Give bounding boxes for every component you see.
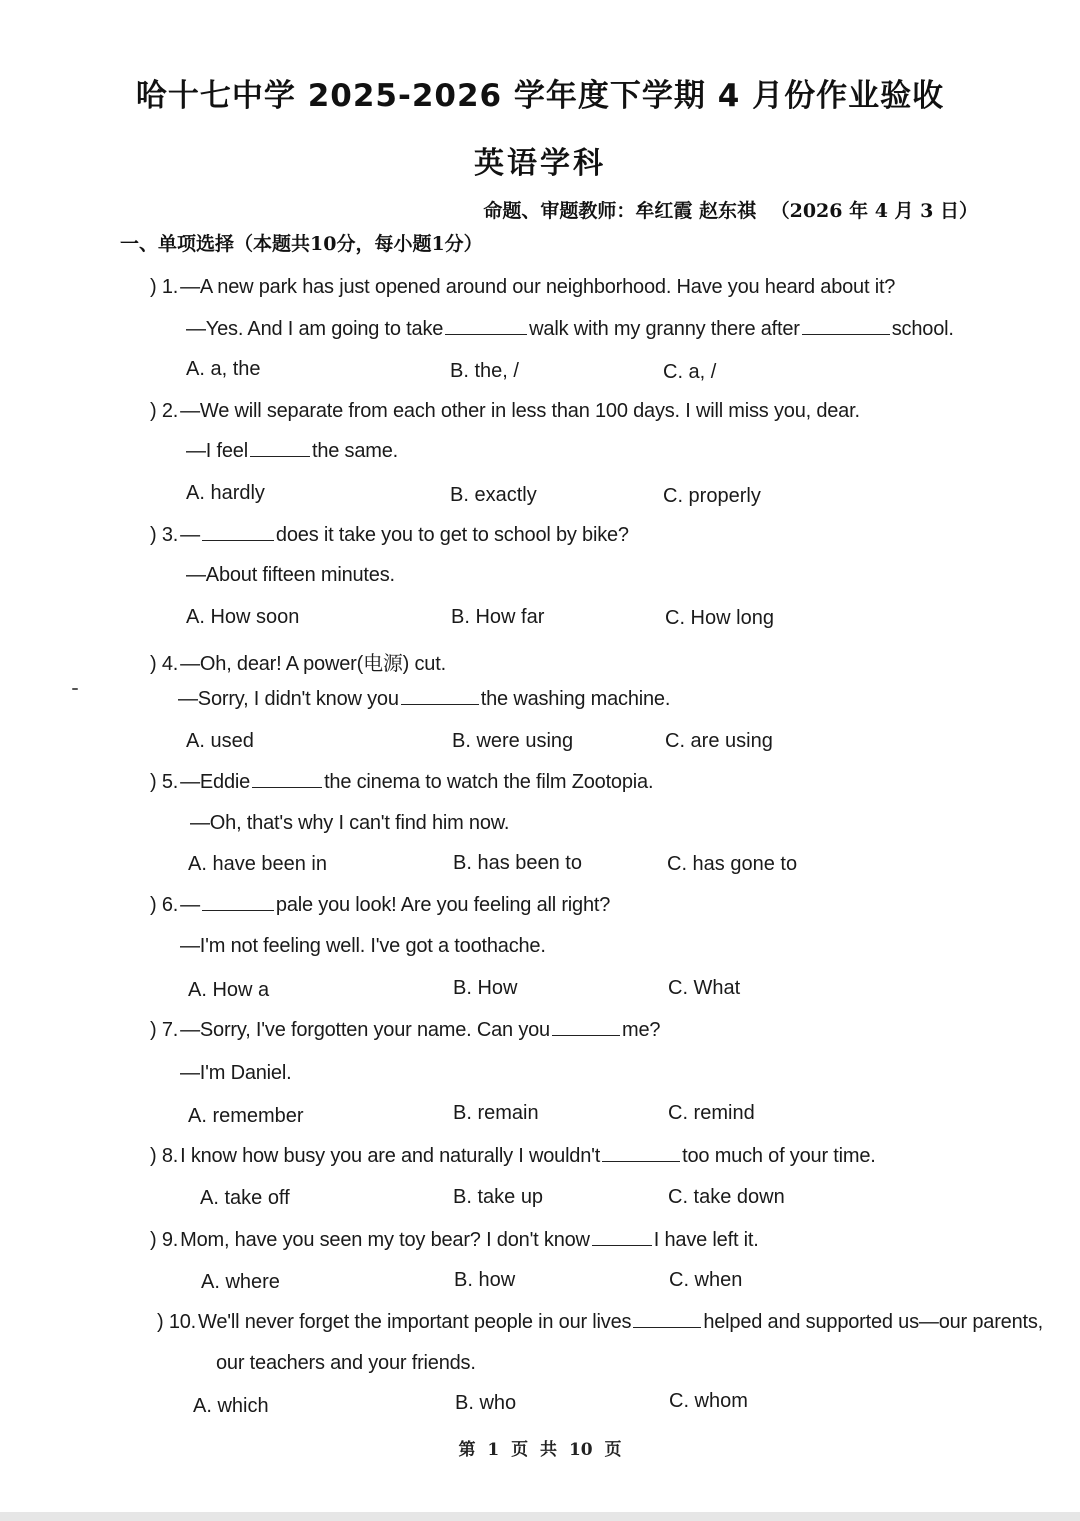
question-4-line2: —Sorry, I didn't know you the washing machine.: [178, 688, 671, 710]
authors-label: 命题、审题教师：牟红霞 赵东祺: [483, 200, 756, 222]
question-8-line1: ) 8. I know how busy you are and naturally I wouldn't too much of your time.: [150, 1145, 876, 1167]
question-7-line2: —I'm Daniel.: [180, 1062, 292, 1084]
question-7-line1: ) 7. —Sorry, I've forgotten your name. Can you me?: [150, 1019, 661, 1041]
question-3-option-a: A. How soon: [186, 606, 300, 628]
question-4-line1: ) 4. —Oh, dear! A power(电源) cut.: [150, 653, 446, 675]
question-6-option-b: B. How: [453, 977, 518, 999]
question-3-line1: ) 3. — does it take you to get to school by bike?: [150, 524, 629, 546]
exam-date: （2026 年 4 月 3 日）: [770, 200, 978, 222]
page-number: 第 1 页 共 10 页: [458, 1440, 622, 1460]
question-1-line1: ) 1. —A new park has just opened around our neighborhood. Have you heard about it?: [150, 276, 896, 298]
question-10-line1: ) 10. We'll never forget the important people in our lives helped and supported us—our parents,: [157, 1311, 1044, 1333]
question-9-option-c: C. when: [669, 1269, 743, 1291]
question-2-option-c: C. properly: [663, 485, 761, 507]
question-5-option-c: C. has gone to: [667, 853, 798, 875]
subject-title: 英语学科: [474, 146, 606, 181]
question-8-option-b: B. take up: [453, 1186, 544, 1208]
question-5-line2: —Oh, that's why I can't find him now.: [190, 812, 510, 834]
question-3-line2: —About fifteen minutes.: [186, 564, 395, 586]
question-2-option-a: A. hardly: [186, 482, 265, 504]
question-10-line2: our teachers and your friends.: [216, 1352, 476, 1374]
question-2-option-b: B. exactly: [450, 484, 537, 506]
question-10-option-a: A. which: [193, 1395, 269, 1417]
question-1-line2: —Yes. And I am going to take walk with my granny there after school.: [186, 318, 954, 340]
question-7-option-a: A. remember: [188, 1105, 304, 1127]
question-6-line2: —I'm not feeling well. I've got a toothache.: [180, 935, 546, 957]
question-2-line2: —I feel the same.: [186, 440, 398, 462]
question-7-option-b: B. remain: [453, 1102, 539, 1124]
question-7-option-c: C. remind: [668, 1102, 755, 1124]
stray-mark: [72, 688, 78, 690]
question-9-option-b: B. how: [454, 1269, 516, 1291]
question-5-option-a: A. have been in: [188, 853, 327, 875]
question-9-option-a: A. where: [201, 1271, 280, 1293]
question-3-option-c: C. How long: [665, 607, 774, 629]
question-6-line1: ) 6. — pale you look! Are you feeling all right?: [150, 894, 611, 916]
question-5-option-b: B. has been to: [453, 852, 582, 874]
question-2-line1: ) 2. —We will separate from each other in less than 100 days. I will miss you, dear.: [150, 400, 860, 422]
question-4-option-a: A. used: [186, 730, 254, 752]
question-1-option-a: A. a, the: [186, 358, 261, 380]
question-1-option-c: C. a, /: [663, 361, 717, 383]
question-5-line1: ) 5. —Eddie the cinema to watch the film Zootopia.: [150, 771, 654, 793]
question-4-option-c: C. are using: [665, 730, 773, 752]
question-8-option-a: A. take off: [200, 1187, 290, 1209]
authors-line: [475, 196, 978, 223]
scan-edge: [0, 1512, 1080, 1521]
question-10-option-b: B. who: [455, 1392, 517, 1414]
question-6-option-c: C. What: [668, 977, 741, 999]
question-9-line1: ) 9. Mom, have you seen my toy bear? I don't know I have left it.: [150, 1229, 759, 1251]
section-title: 一、单项选择（本题共10分，每小题1分）: [120, 233, 483, 255]
exam-title: 哈十七中学 2025-2026 学年度下学期 4 月份作业验收: [135, 78, 945, 114]
question-6-option-a: A. How a: [188, 979, 270, 1001]
question-3-option-b: B. How far: [451, 606, 545, 628]
question-8-option-c: C. take down: [668, 1186, 785, 1208]
question-1-option-b: B. the, /: [450, 360, 519, 382]
question-10-option-c: C. whom: [669, 1390, 748, 1412]
question-4-option-b: B. were using: [452, 730, 574, 752]
